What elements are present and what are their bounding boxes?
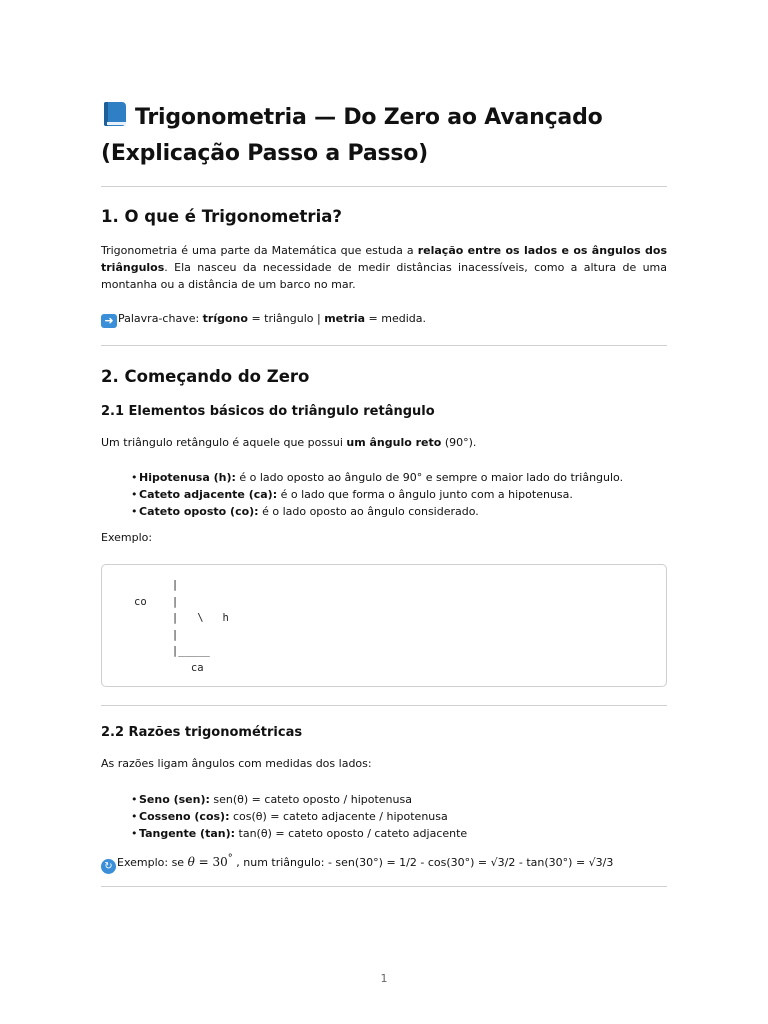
subsection-heading: 2.1 Elementos básicos do triângulo retângulo bbox=[101, 404, 435, 419]
page-title bbox=[101, 100, 667, 172]
section-heading: 1. O que é Trigonometria? bbox=[101, 207, 342, 226]
list-item: • Cateto oposto (co): é o lado oposto ao ângulo considerado. bbox=[131, 505, 479, 518]
page-number: 1 bbox=[380, 972, 388, 985]
section-heading: 2. Começando do Zero bbox=[101, 367, 310, 386]
example-line: ↻ Exemplo: se θ = 30° , num triângulo: - sen(30°) = 1/2 - cos(30°) = √3/2 - tan(30°) = √3/3 bbox=[101, 850, 667, 874]
divider bbox=[101, 705, 667, 706]
divider bbox=[101, 886, 667, 887]
subsection-heading: 2.2 Razões trigonométricas bbox=[101, 725, 303, 740]
title-line-2: (Explicação Passo a Passo) bbox=[101, 141, 429, 166]
ratio-list bbox=[131, 791, 667, 842]
code-block bbox=[101, 564, 667, 687]
subsection-intro: Um triângulo retângulo é aquele que possui um ângulo reto (90°). bbox=[101, 436, 477, 449]
subsection-intro: As razões ligam ângulos com medidas dos lados: bbox=[101, 757, 372, 770]
divider bbox=[101, 345, 667, 346]
list-item: • Tangente (tan): tan(θ) = cateto oposto / cateto adjacente bbox=[131, 827, 468, 840]
book-icon bbox=[101, 100, 129, 128]
keyword-line: ➜ Palavra-chave: trígono = triângulo | metria = medida. bbox=[101, 310, 667, 328]
math-expression: θ = 30° bbox=[187, 853, 233, 869]
element-list bbox=[131, 469, 667, 520]
example-label: Exemplo: bbox=[101, 531, 153, 544]
divider bbox=[101, 186, 667, 187]
title-line-1: Trigonometria — Do Zero ao Avançado bbox=[135, 105, 603, 130]
right-arrow-icon: ➜ bbox=[101, 314, 117, 328]
list-item: • Seno (sen): sen(θ) = cateto oposto / hipotenusa bbox=[131, 793, 412, 806]
list-item: • Hipotenusa (h): é o lado oposto ao ângulo de 90° e sempre o maior lado do triângulo. bbox=[131, 471, 624, 484]
section-paragraph: Trigonometria é uma parte da Matemática que estuda a relação entre os lados e os ângulos dos triângulos. Ela nasceu da necessidade de medir distâncias inacessíveis, como a altura de uma montanha ou a distância de um barco no mar. bbox=[101, 244, 667, 291]
triangle-diagram: | co | | \ h | |_____ ca bbox=[134, 579, 229, 674]
sqrt-sign: √ bbox=[588, 856, 596, 869]
list-item: • Cosseno (cos): cos(θ) = cateto adjacente / hipotenusa bbox=[131, 810, 448, 823]
info-circle-icon: ↻ bbox=[101, 859, 116, 874]
sqrt-sign: √ bbox=[490, 856, 498, 869]
list-item: • Cateto adjacente (ca): é o lado que forma o ângulo junto com a hipotenusa. bbox=[131, 488, 573, 501]
